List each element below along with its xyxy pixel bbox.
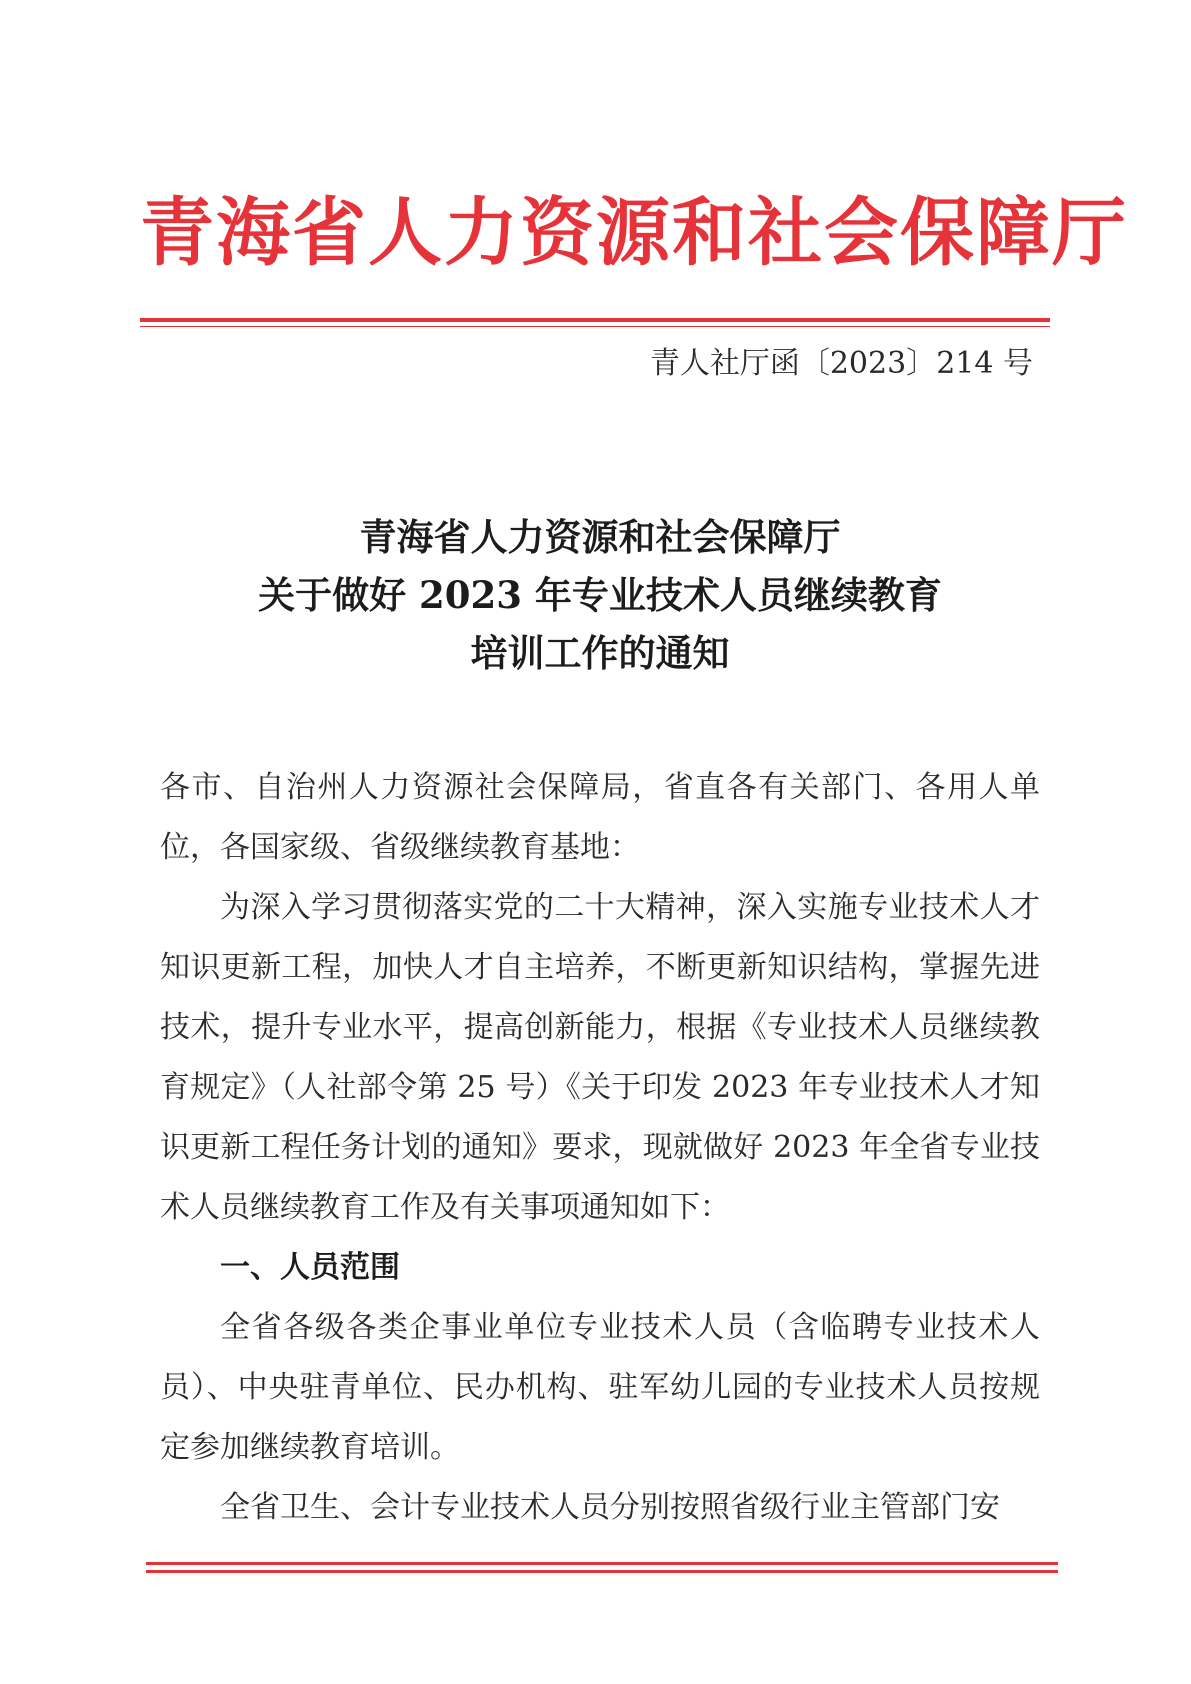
section-heading-personnel-scope: 一、人员范围: [220, 1250, 400, 1285]
title-line-2: 关于做好 2023 年专业技术人员继续教育: [258, 573, 942, 617]
agency-letterhead: 青海省人力资源和社会保障厅: [140, 190, 1128, 276]
document-number: 青人社厅函〔2023〕214 号: [649, 346, 1033, 381]
footer-red-rule-thin: [146, 1570, 1058, 1573]
title-line-3: 培训工作的通知: [470, 631, 730, 675]
document-title: [150, 508, 1050, 682]
title-line-1: 青海省人力资源和社会保障厅: [359, 515, 841, 559]
intro-paragraph: 为深入学习贯彻落实党的二十大精神，深入实施专业技术人才知识更新工程，加快人才自主培养，不断更新知识结构，掌握先进技术，提升专业水平，提高创新能力，根据《专业技术人员继续教育规定》（人社部令第 25 号）《关于印发 2023 年专业技术人才知识更新工程任务计划的通知》要求，现就做好 2023 年全省专业技术人员继续教育工作及有关事项通知如下：: [160, 890, 1040, 1225]
scope-paragraph: 全省各级各类企事业单位专业技术人员（含临聘专业技术人员）、中央驻青单位、民办机构、驻军幼儿园的专业技术人员按规定参加继续教育培训。: [160, 1310, 1040, 1465]
header-red-rule-thick: [140, 318, 1050, 322]
addressee-paragraph: 各市、自治州人力资源社会保障局，省直各有关部门、各用人单位，各国家级、省级继续教育基地：: [160, 770, 1040, 865]
footer-red-rule-thick: [146, 1562, 1058, 1565]
header-red-rule-thin: [140, 326, 1050, 327]
health-accounting-paragraph: 全省卫生、会计专业技术人员分别按照省级行业主管部门安: [220, 1490, 1000, 1525]
